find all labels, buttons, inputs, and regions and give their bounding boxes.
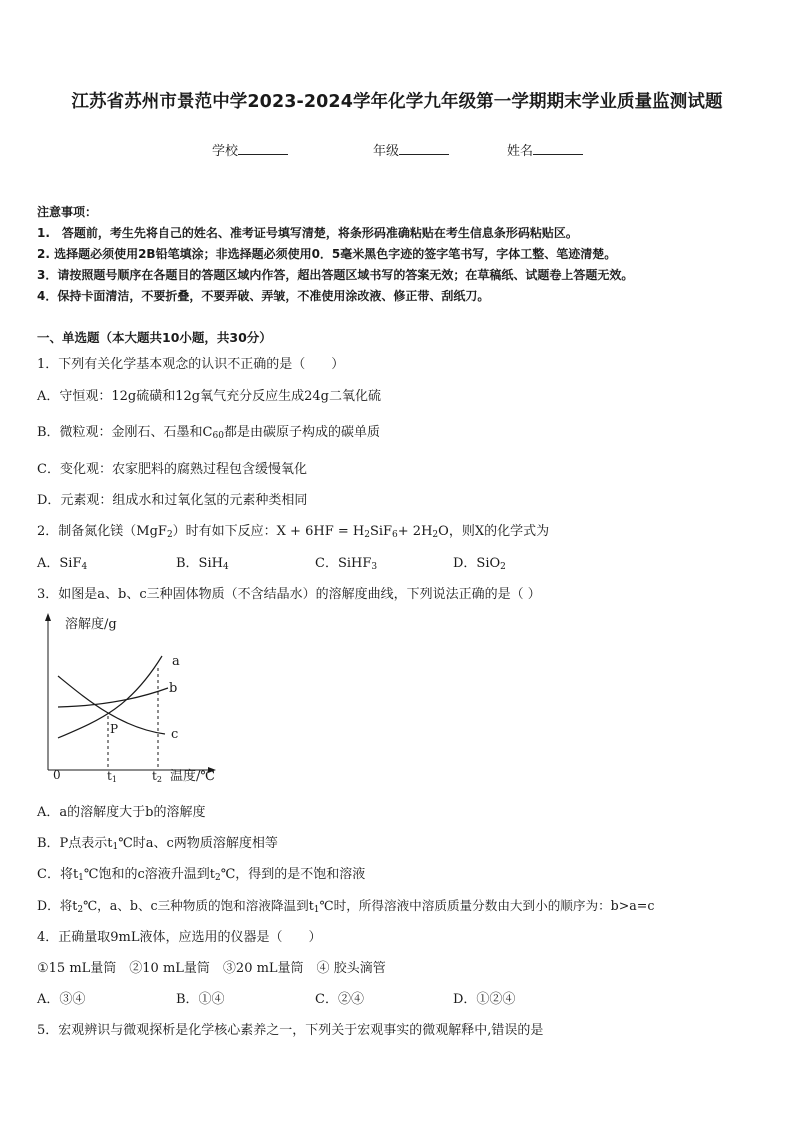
- note-item: 4．保持卡面清洁，不要折叠，不要弄破、弄皱，不准使用涂改液、修正带、刮纸刀。: [37, 289, 490, 303]
- option-text: B．SiH: [176, 556, 223, 571]
- option-text: ℃饱和的c溶液升温到t: [83, 867, 215, 882]
- option-text: ℃，得到的是不饱和溶液: [220, 867, 366, 882]
- subscript: 1: [112, 842, 119, 852]
- t1-label-sub: 1: [111, 775, 117, 784]
- point-p-label: P: [110, 722, 119, 736]
- x-axis-label: 温度/℃: [170, 769, 215, 784]
- note-item: 1. 答题前，考生先将自己的姓名、准考证号填写清楚，将条形码准确粘贴在考生信息条形码粘贴区。: [37, 226, 578, 240]
- notes-heading: 注意事项：: [37, 205, 98, 219]
- page-title: 江苏省苏州市景范中学2023-2024学年化学九年级第一学期期末学业质量监测试题: [71, 92, 723, 112]
- option-text: 都是由碳原子构成的碳单质: [223, 425, 380, 440]
- curve-label-b: b: [169, 681, 178, 696]
- origin-label: 0: [53, 768, 61, 782]
- curve-label-c: c: [171, 727, 179, 742]
- school-field[interactable]: [212, 140, 288, 159]
- t1-label: [107, 769, 117, 784]
- stem-text: ）时有如下反应：X + 6HF = H: [172, 524, 365, 539]
- solubility-curve-graph: [30, 608, 230, 788]
- question-1-option-b[interactable]: [37, 421, 380, 440]
- subscript: 4: [81, 562, 88, 572]
- question-1-option-c[interactable]: C．变化观：农家肥料的腐熟过程包含缓慢氧化: [37, 462, 307, 477]
- y-axis-arrow: [45, 613, 51, 621]
- school-blank[interactable]: [238, 142, 288, 155]
- stem-text: O，则X的化学式为: [438, 524, 550, 539]
- question-1-option-d[interactable]: D．元素观：组成水和过氧化氢的元素种类相同: [37, 493, 308, 508]
- subscript: 2: [364, 530, 370, 540]
- question-2-option-a[interactable]: [37, 552, 87, 571]
- subscript: 4: [222, 562, 229, 572]
- question-5-stem: 5．宏观辨识与微观探析是化学核心素养之一，下列关于宏观事实的微观解释中,错误的是: [37, 1023, 544, 1038]
- question-4-option-c[interactable]: C．②④: [315, 992, 364, 1007]
- option-text: D．SiO: [453, 556, 501, 571]
- question-4-stem: 4．正确量取9mL液体，应选用的仪器是（ ）: [37, 930, 322, 945]
- question-3-option-b[interactable]: [37, 832, 278, 851]
- school-label: 学校: [212, 144, 239, 159]
- y-axis-label: 溶解度/g: [65, 617, 117, 632]
- subscript: 60: [212, 431, 224, 441]
- option-text: B．P点表示t: [37, 836, 113, 851]
- question-2-option-c[interactable]: [315, 552, 377, 571]
- stem-text: SiF: [369, 524, 393, 539]
- question-1-stem: 1．下列有关化学基本观念的认识不正确的是（ ）: [37, 357, 345, 372]
- question-4-items: ①15 mL量筒 ②10 mL量筒 ③20 mL量筒 ④ 胶头滴管: [37, 961, 386, 976]
- question-2-option-d[interactable]: [453, 552, 506, 571]
- subscript: 2: [214, 873, 221, 883]
- question-4-option-b[interactable]: B．①④: [176, 992, 225, 1007]
- stem-text: + 2H: [397, 524, 433, 539]
- subscript: 1: [78, 873, 84, 883]
- t2-label-sub: 2: [156, 775, 162, 784]
- grade-label: 年级: [373, 144, 400, 159]
- option-text: ℃时，所得溶液中溶质质量分数由大到小的顺序为：b>a=c: [319, 898, 655, 913]
- t2-label: [152, 769, 162, 784]
- subscript: 2: [500, 562, 506, 572]
- curve-b: [58, 688, 168, 707]
- curve-label-a: a: [172, 654, 180, 669]
- question-3-stem: 3．如图是a、b、c三种固体物质（不含结晶水）的溶解度曲线，下列说法正确的是（ ）: [37, 587, 541, 602]
- question-4-option-d[interactable]: D．①②④: [453, 992, 516, 1007]
- name-label: 姓名: [507, 144, 534, 159]
- subscript: 1: [313, 905, 320, 915]
- name-field[interactable]: [507, 140, 583, 159]
- option-text: C．将t: [37, 867, 79, 882]
- option-text: A．SiF: [37, 556, 82, 571]
- grade-field[interactable]: [373, 140, 449, 159]
- question-2-option-b[interactable]: [176, 552, 229, 571]
- option-text: ℃，a、b、c三种物质的饱和溶液降温到t: [83, 898, 314, 913]
- subscript: 2: [432, 530, 439, 540]
- note-item: 2. 选择题必须使用2B铅笔填涂；非选择题必须使用0．5毫米黑色字迹的签字笔书写，字体工整、笔迹清楚。: [37, 247, 617, 261]
- subscript: 6: [392, 530, 398, 540]
- question-1-option-a[interactable]: A．守恒观：12g硫磺和12g氧气充分反应生成24g二氧化硫: [37, 389, 381, 404]
- t1-label-main: t: [107, 769, 112, 783]
- subscript: 2: [77, 905, 84, 915]
- question-3-option-a[interactable]: A．a的溶解度大于b的溶解度: [37, 805, 206, 820]
- option-text: C．SiHF: [315, 556, 372, 571]
- question-2-stem: [37, 520, 549, 539]
- question-4-option-a[interactable]: A．③④: [37, 992, 86, 1007]
- note-item: 3．请按照题号顺序在各题目的答题区域内作答，超出答题区域书写的答案无效；在草稿纸、试题卷上答题无效。: [37, 268, 634, 282]
- option-text: ℃时a、c两物质溶解度相等: [118, 836, 278, 851]
- subscript: 2: [166, 530, 173, 540]
- name-blank[interactable]: [533, 142, 583, 155]
- question-3-option-c[interactable]: [37, 863, 365, 882]
- question-3-option-d[interactable]: [37, 895, 654, 914]
- stem-text: 2．制备氮化镁（MgF: [37, 524, 167, 539]
- option-text: D．将t: [37, 898, 78, 913]
- t2-label-main: t: [152, 769, 157, 783]
- option-text: B．微粒观：金刚石、石墨和C: [37, 425, 213, 440]
- grade-blank[interactable]: [399, 142, 449, 155]
- section-heading: 一、单选题（本大题共10小题，共30分）: [37, 330, 272, 345]
- subscript: 3: [371, 562, 378, 572]
